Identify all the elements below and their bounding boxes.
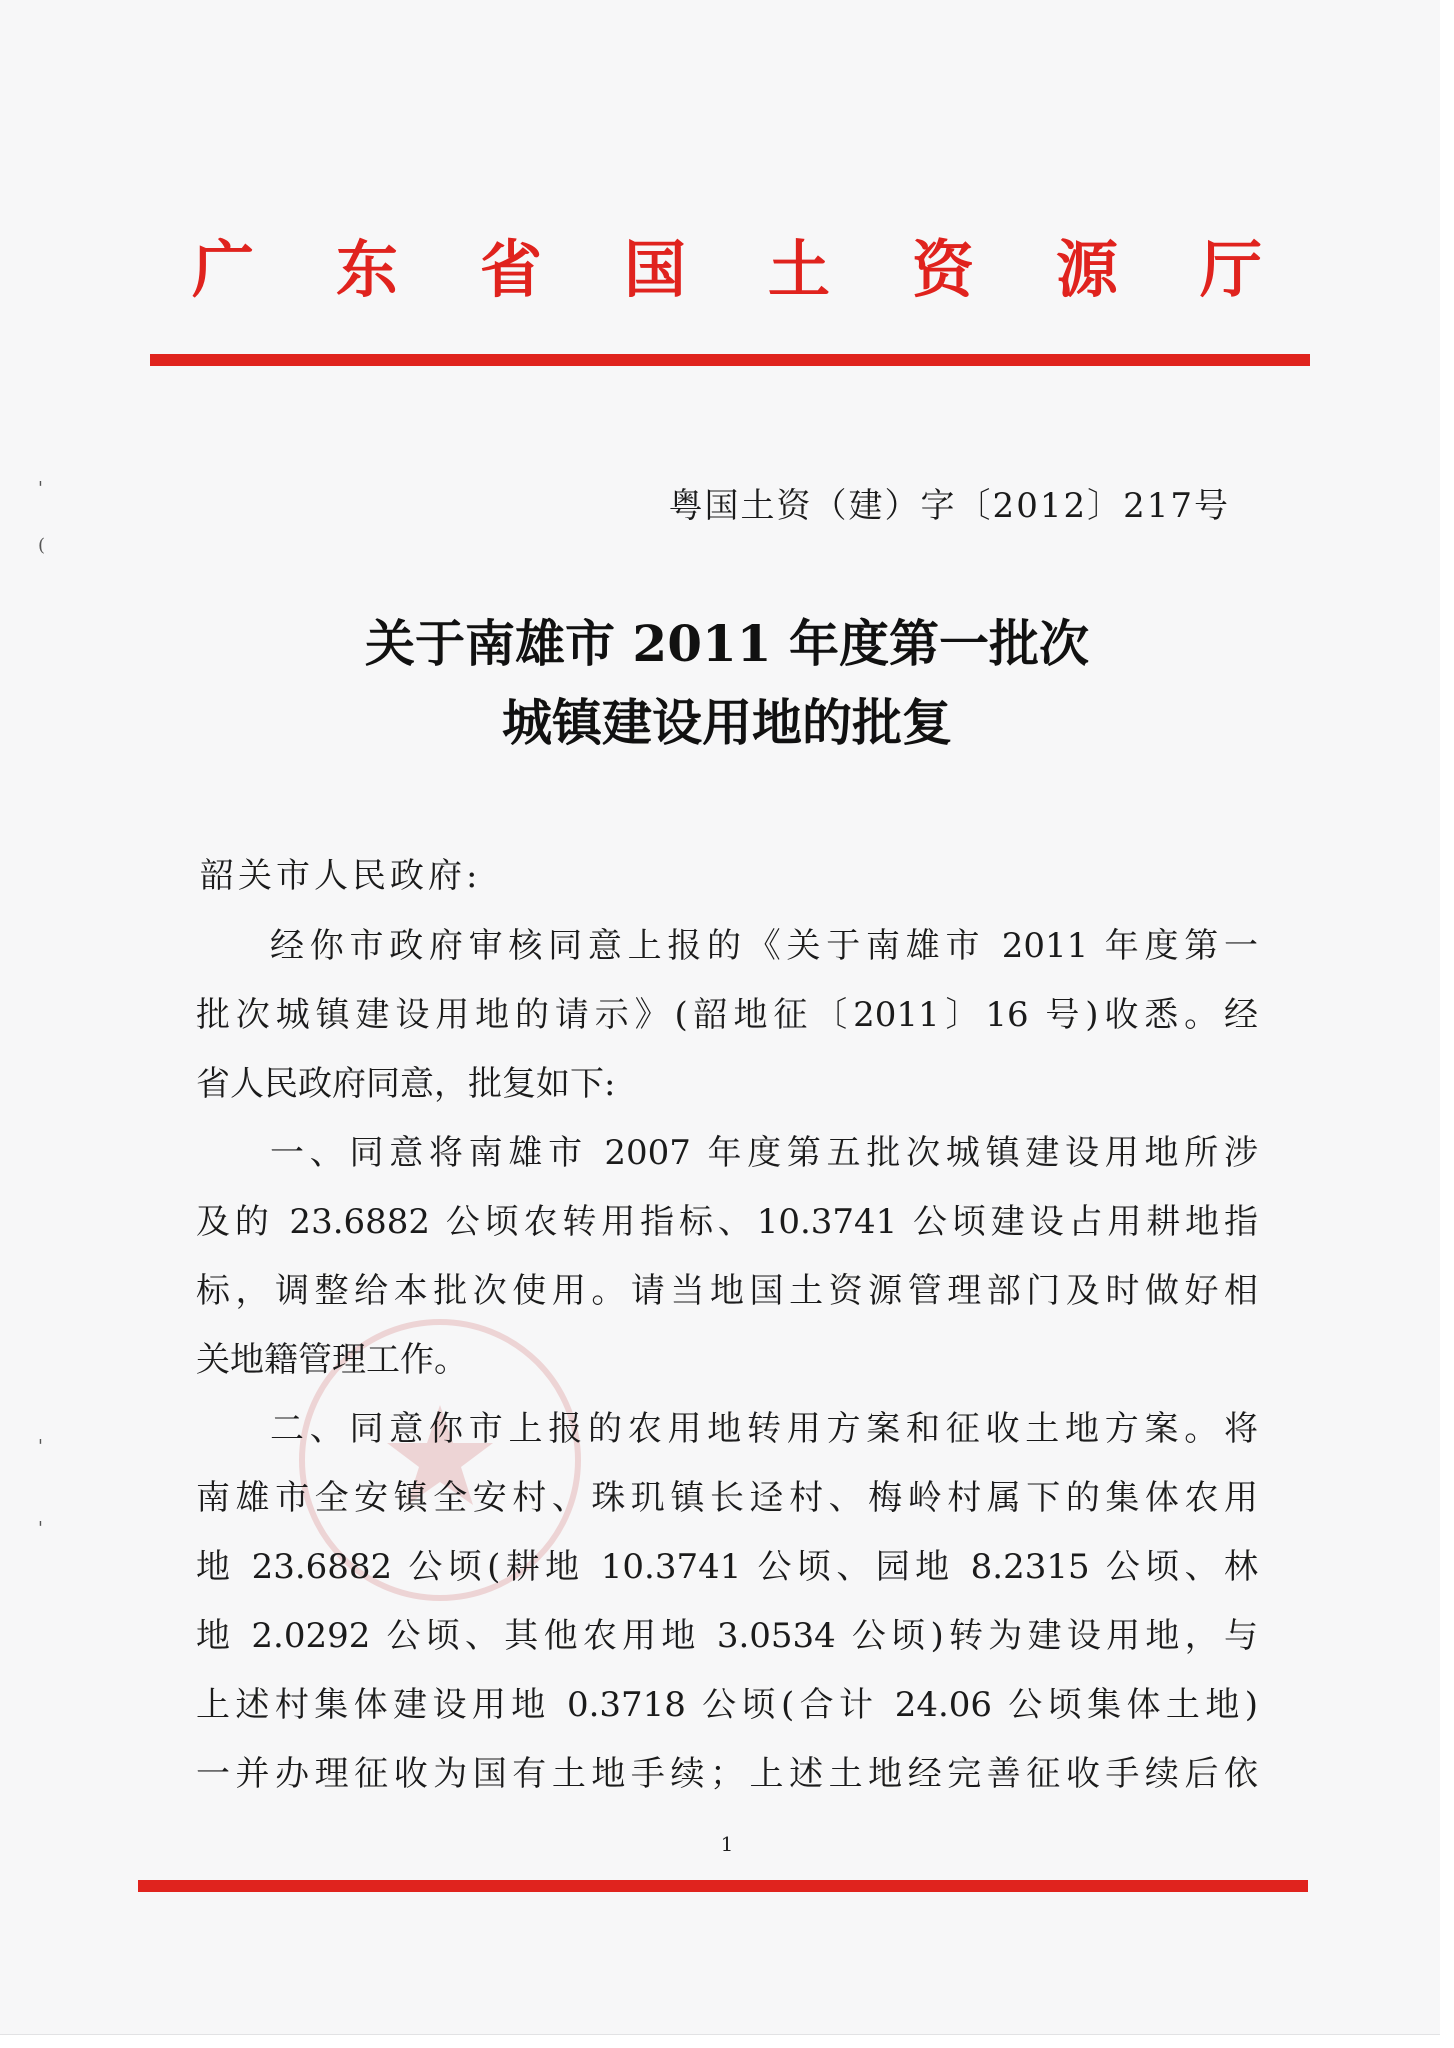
document-number: 粤国土资（建）字〔2012〕217号 — [668, 486, 1230, 526]
body-line: 标，调整给本批次使用。请当地国土资源管理部门及时做好相 — [196, 1271, 1258, 1311]
body-line: 省人民政府同意，批复如下: — [196, 1064, 616, 1104]
body-line: 及的 23.6882 公顷农转用指标、10.3741 公顷建设占用耕地指 — [196, 1202, 1258, 1242]
body-line: 一、同意将南雄市 2007 年度第五批次城镇建设用地所涉 — [270, 1133, 1258, 1173]
header-char: 国 — [623, 233, 686, 306]
header-char: 东 — [335, 233, 398, 306]
body-line: 地 23.6882 公顷(耕地 10.3741 公顷、园地 8.2315 公顷、林 — [196, 1547, 1258, 1587]
body-line: 批次城镇建设用地的请示》(韶地征〔2011〕16 号)收悉。经 — [196, 995, 1258, 1035]
body-line: 上述村集体建设用地 0.3718 公顷(合计 24.06 公顷集体土地) — [196, 1685, 1258, 1725]
binding-hole-mark: ' — [38, 1518, 43, 1539]
header-char: 广 — [191, 233, 254, 306]
page-number: 1 — [720, 1832, 734, 1856]
header-char: 省 — [479, 233, 542, 306]
body-line: 经你市政府审核同意上报的《关于南雄市 2011 年度第一 — [270, 926, 1258, 966]
issuing-authority-header — [0, 215, 1454, 325]
footer-divider — [138, 1880, 1308, 1892]
document-body — [196, 912, 1258, 1809]
body-line: 二、同意你市上报的农用地转用方案和征收土地方案。将 — [270, 1409, 1258, 1449]
header-char: 土 — [767, 233, 830, 306]
document-title-line-2: 城镇建设用地的批复 — [502, 693, 952, 752]
binding-hole-mark: ( — [38, 535, 46, 556]
header-divider — [150, 354, 1310, 366]
scan-edge — [1440, 0, 1454, 2048]
salutation: 韶关市人民政府: — [200, 856, 482, 896]
header-char: 源 — [1055, 233, 1118, 306]
header-char: 厅 — [1199, 233, 1262, 306]
body-line: 关地籍管理工作。 — [196, 1340, 468, 1380]
body-line: 地 2.0292 公顷、其他农用地 3.0534 公顷)转为建设用地，与 — [196, 1616, 1258, 1656]
body-line: 南雄市全安镇全安村、珠玑镇长迳村、梅岭村属下的集体农用 — [196, 1478, 1258, 1518]
binding-hole-mark: ' — [38, 478, 43, 499]
binding-hole-mark: ' — [38, 1436, 43, 1457]
header-char: 资 — [911, 233, 974, 306]
body-line: 一并办理征收为国有土地手续；上述土地经完善征收手续后依 — [196, 1754, 1258, 1794]
document-title-line-1: 关于南雄市 2011 年度第一批次 — [365, 614, 1089, 673]
